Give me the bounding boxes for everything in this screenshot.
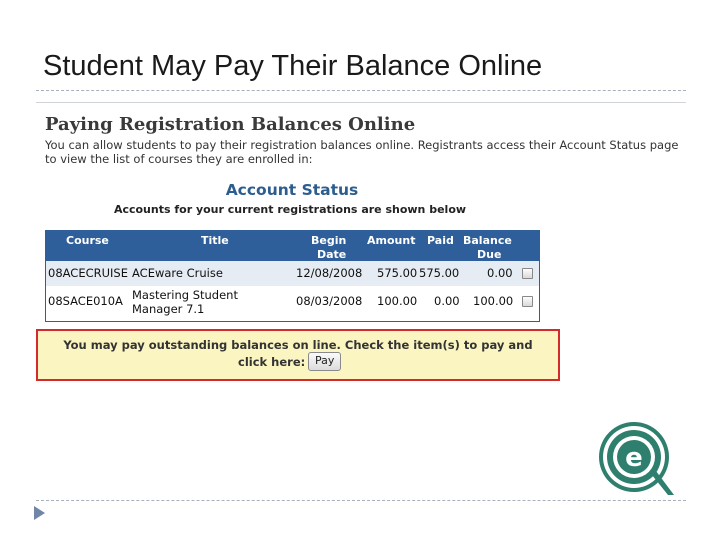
page-description: You can allow students to pay their registration balances online. Registrants access their Account Status page to view the list of courses they are enrolled in:: [45, 138, 679, 166]
cell-balance-due: 0.00: [487, 266, 513, 280]
cell-course: 08SACE010A: [48, 294, 123, 308]
title-divider: [36, 90, 686, 91]
header-title: Title: [201, 234, 229, 247]
cell-course: 08ACECRUISE: [48, 266, 128, 280]
svg-text:e: e: [625, 443, 643, 473]
footer-divider: [36, 500, 686, 501]
cell-balance-due: 100.00: [473, 294, 514, 308]
cell-paid: 0.00: [434, 294, 460, 308]
pay-checkbox[interactable]: [522, 296, 533, 307]
cell-begin-date: 08/03/2008: [296, 294, 363, 308]
cell-paid: 575.00: [419, 266, 460, 280]
cell-title: ACEware Cruise: [132, 266, 223, 280]
pay-callout: [36, 329, 560, 381]
cell-title-line1: Mastering Student: [132, 288, 238, 302]
header-course: Course: [66, 234, 109, 247]
pay-checkbox[interactable]: [522, 268, 533, 279]
ace-logo-icon: [596, 419, 678, 497]
header-begin-date-line2: Date: [317, 248, 347, 261]
pay-button[interactable]: Pay: [308, 352, 341, 371]
pay-click-here-label: click here:: [238, 355, 306, 369]
pay-instructions: You may pay outstanding balances on line. Check the item(s) to pay and: [63, 338, 533, 352]
cell-begin-date: 12/08/2008: [296, 266, 363, 280]
table-row: [46, 286, 539, 321]
header-balance-due-line1: Balance: [463, 234, 512, 247]
header-paid: Paid: [427, 234, 454, 247]
screenshot-top-border: [36, 102, 686, 103]
registrations-table: [45, 230, 540, 322]
slide-bullet-arrow-icon: [34, 506, 45, 520]
table-row: [46, 261, 539, 286]
table-header-row: [46, 231, 539, 261]
cell-amount: 100.00: [377, 294, 418, 308]
cell-amount: 575.00: [377, 266, 418, 280]
account-status-title: Account Status: [225, 181, 359, 199]
header-balance-due-line2: Due: [477, 248, 502, 261]
page-heading: Paying Registration Balances Online: [45, 114, 416, 135]
header-begin-date-line1: Begin: [311, 234, 347, 247]
account-status-subtitle: Accounts for your current registrations are shown below: [113, 203, 467, 216]
slide-title: Student May Pay Their Balance Online: [43, 50, 543, 82]
header-amount: Amount: [367, 234, 416, 247]
cell-title-line2: Manager 7.1: [132, 302, 205, 316]
